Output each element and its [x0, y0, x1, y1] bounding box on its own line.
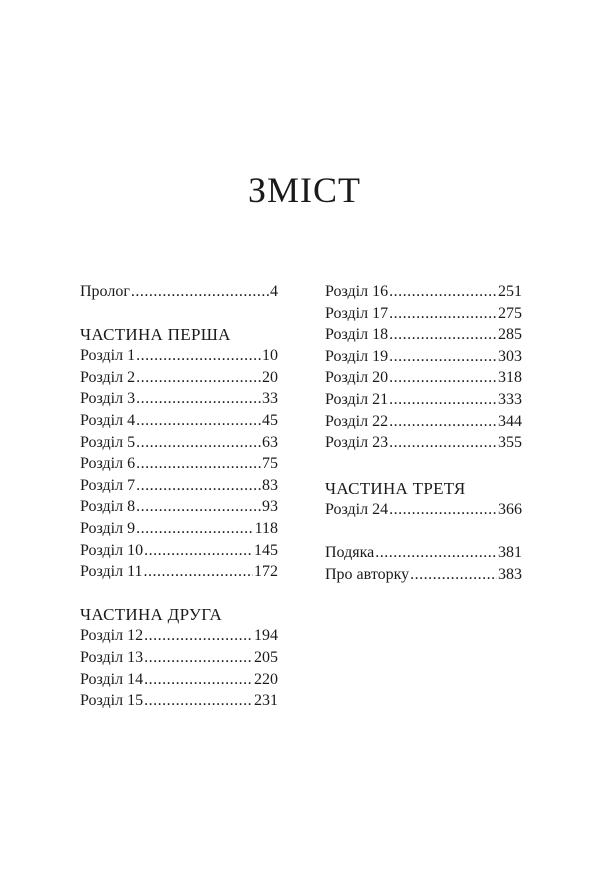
- dot-leader: [136, 388, 261, 410]
- toc-entry-chapter-15[interactable]: [80, 690, 278, 712]
- toc-entry-label: Розділ 2: [80, 368, 136, 386]
- dot-leader: [144, 625, 253, 647]
- dot-leader: [136, 475, 261, 497]
- toc-entry-chapter-9[interactable]: [80, 518, 278, 540]
- toc-entry-label: Пролог: [80, 283, 130, 300]
- toc-entry-page: 75: [262, 455, 278, 473]
- toc-entry-about-author[interactable]: [325, 564, 522, 586]
- toc-entry-chapter-8[interactable]: [80, 496, 278, 518]
- dot-leader: [389, 346, 497, 368]
- toc-entry-label: Розділ 14: [80, 670, 144, 688]
- part-heading-1: ЧАСТИНА ПЕРША: [80, 324, 231, 344]
- dot-leader: [144, 647, 253, 669]
- toc-entry-page: 275: [498, 304, 522, 322]
- dot-leader: [136, 345, 261, 367]
- toc-entry-chapter-19[interactable]: [325, 346, 522, 368]
- dot-leader: [136, 432, 261, 454]
- toc-entry-page: 381: [498, 543, 522, 561]
- toc-entry-chapter-18[interactable]: [325, 324, 522, 346]
- dot-leader: [375, 542, 497, 564]
- dot-leader: [410, 564, 497, 586]
- dot-leader: [389, 432, 497, 454]
- toc-entry-prologue[interactable]: [80, 281, 278, 303]
- toc-entry-label: Розділ 19: [325, 347, 389, 365]
- toc-entry-label: Розділ 16: [325, 283, 389, 300]
- toc-entry-page: 63: [262, 433, 278, 451]
- toc-entry-label: Розділ 4: [80, 411, 136, 429]
- dot-leader: [144, 690, 253, 712]
- dot-leader: [144, 561, 253, 583]
- toc-entry-chapter-12[interactable]: [80, 625, 278, 647]
- toc-entry-page: 20: [262, 368, 278, 386]
- toc-entry-label: Розділ 13: [80, 648, 144, 666]
- toc-entry-chapter-7[interactable]: [80, 475, 278, 497]
- page-title: ЗМІСТ: [247, 170, 362, 210]
- toc-entry-label: Розділ 23: [325, 434, 389, 452]
- part-heading-2: ЧАСТИНА ДРУГА: [80, 604, 223, 624]
- toc-entry-chapter-6[interactable]: [80, 453, 278, 475]
- toc-entry-label: Розділ 24: [325, 501, 389, 519]
- spacer: [80, 303, 278, 324]
- toc-entry-chapter-16[interactable]: [325, 281, 522, 303]
- toc-entry-chapter-4[interactable]: [80, 410, 278, 432]
- dot-leader: [389, 303, 497, 325]
- toc-entry-label: Розділ 9: [80, 519, 136, 537]
- part-heading-3: ЧАСТИНА ТРЕТЯ: [325, 478, 466, 498]
- toc-entry-label: Розділ 17: [325, 304, 389, 322]
- toc-entry-page: 344: [498, 412, 522, 430]
- dot-leader: [389, 367, 497, 389]
- toc-entry-page: 333: [498, 390, 522, 408]
- dot-leader: [144, 669, 253, 691]
- dot-leader: [136, 518, 253, 540]
- toc-entry-page: 355: [498, 434, 522, 452]
- dot-leader: [389, 411, 497, 433]
- toc-entry-page: 205: [254, 648, 278, 666]
- toc-entry-page: 83: [262, 476, 278, 494]
- toc-entry-chapter-5[interactable]: [80, 432, 278, 454]
- toc-entry-label: Розділ 6: [80, 455, 136, 473]
- toc-entry-chapter-2[interactable]: [80, 367, 278, 389]
- toc-entry-page: 220: [254, 670, 278, 688]
- toc-entry-page: 145: [254, 541, 278, 559]
- toc-entry-chapter-24[interactable]: [325, 499, 522, 521]
- toc-entry-chapter-13[interactable]: [80, 647, 278, 669]
- toc-entry-page: 93: [262, 498, 278, 516]
- toc-entry-label: Розділ 18: [325, 326, 389, 344]
- toc-entry-chapter-10[interactable]: [80, 540, 278, 562]
- dot-leader: [389, 324, 497, 346]
- toc-entry-label: Розділ 11: [80, 563, 143, 581]
- toc-entry-label: Розділ 8: [80, 498, 136, 516]
- toc-entry-label: Розділ 5: [80, 433, 136, 451]
- toc-entry-page: 33: [262, 390, 278, 408]
- toc-entry-chapter-3[interactable]: [80, 388, 278, 410]
- toc-entry-acknowledgements[interactable]: [325, 542, 522, 564]
- toc-entry-page: 251: [498, 283, 522, 300]
- toc-entry-chapter-22[interactable]: [325, 411, 522, 433]
- toc-entry-page: 4: [270, 283, 278, 300]
- toc-entry-page: 172: [254, 563, 278, 581]
- toc-entry-chapter-11[interactable]: [80, 561, 278, 583]
- toc-entry-page: 318: [498, 369, 522, 387]
- toc-entry-page: 118: [254, 519, 278, 537]
- toc-entry-chapter-21[interactable]: [325, 389, 522, 411]
- toc-entry-chapter-17[interactable]: [325, 303, 522, 325]
- toc-entry-label: Розділ 1: [80, 347, 136, 365]
- dot-leader: [136, 367, 261, 389]
- toc-entry-chapter-1[interactable]: [80, 345, 278, 367]
- toc-entry-page: 366: [498, 501, 522, 519]
- dot-leader: [144, 540, 253, 562]
- toc-entry-page: 303: [498, 347, 522, 365]
- spacer: [80, 583, 278, 604]
- toc-right-column: [325, 281, 522, 585]
- toc-entry-label: Подяка: [325, 543, 375, 561]
- toc-entry-page: 231: [254, 692, 278, 710]
- dot-leader: [389, 281, 497, 303]
- dot-leader: [131, 281, 269, 303]
- toc-entry-label: Розділ 10: [80, 541, 144, 559]
- dot-leader: [136, 410, 261, 432]
- toc-entry-chapter-20[interactable]: [325, 367, 522, 389]
- spacer: [325, 454, 522, 478]
- toc-entry-label: Розділ 20: [325, 369, 389, 387]
- toc-entry-chapter-14[interactable]: [80, 669, 278, 691]
- toc-entry-label: Розділ 15: [80, 692, 144, 710]
- toc-entry-page: 10: [262, 347, 278, 365]
- toc-entry-label: Розділ 7: [80, 476, 136, 494]
- toc-entry-label: Розділ 12: [80, 627, 144, 645]
- toc-entry-label: Розділ 22: [325, 412, 389, 430]
- toc-left-column: [80, 281, 278, 712]
- toc-entry-label: Про авторку: [325, 565, 410, 583]
- toc-entry-label: Розділ 3: [80, 390, 136, 408]
- spacer: [325, 521, 522, 542]
- dot-leader: [389, 499, 497, 521]
- dot-leader: [136, 453, 261, 475]
- toc-entry-label: Розділ 21: [325, 390, 389, 408]
- toc-entry-page: 383: [498, 565, 522, 583]
- toc-entry-chapter-23[interactable]: [325, 432, 522, 454]
- toc-entry-page: 194: [254, 627, 278, 645]
- toc-entry-page: 285: [498, 326, 522, 344]
- dot-leader: [136, 496, 261, 518]
- toc-entry-page: 45: [262, 411, 278, 429]
- dot-leader: [389, 389, 497, 411]
